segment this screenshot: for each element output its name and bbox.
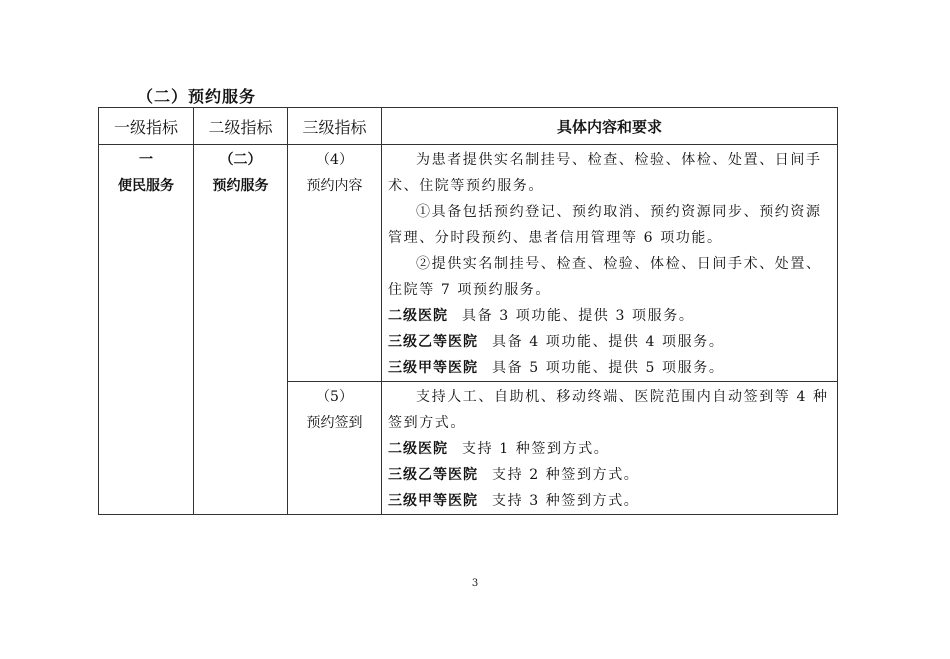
- content-paragraph: 支持人工、自助机、移动终端、医院范围内自动签到等 4 种签到方式。: [388, 389, 829, 431]
- level1-cell: [99, 145, 194, 515]
- grade-requirement: [388, 355, 833, 381]
- content-cell: [382, 382, 838, 515]
- header-level2: 二级指标: [194, 108, 288, 145]
- grade-requirement: [388, 436, 833, 462]
- level3-number: （5）: [316, 389, 353, 405]
- grade-requirement: [388, 462, 833, 488]
- grade-label: 二级医院: [388, 441, 448, 457]
- level3-name: 预约签到: [306, 415, 363, 431]
- level2-name: 预约服务: [212, 178, 269, 194]
- level1-number: 一: [139, 152, 153, 168]
- level3-name: 预约内容: [306, 178, 363, 194]
- header-level3: 三级指标: [288, 108, 382, 145]
- level1-name: 便民服务: [118, 178, 174, 194]
- grade-text: 支持 2 种签到方式。: [492, 467, 640, 483]
- level2-number: （二）: [219, 152, 262, 168]
- table-row: [99, 145, 838, 382]
- content-paragraph: 为患者提供实名制挂号、检查、检验、体检、处置、日间手术、住院等预约服务。: [388, 152, 822, 194]
- level3-number: （4）: [316, 152, 353, 168]
- level3-cell: [288, 145, 382, 382]
- content-paragraph: ②提供实名制挂号、检查、检验、体检、日间手术、处置、住院等 7 项预约服务。: [388, 256, 822, 298]
- grade-text: 支持 3 种签到方式。: [492, 493, 640, 509]
- grade-label: 三级乙等医院: [388, 334, 478, 350]
- grade-text: 支持 1 种签到方式。: [462, 441, 610, 457]
- grade-label: 二级医院: [388, 308, 448, 324]
- level3-cell: [288, 382, 382, 515]
- grade-label: 三级甲等医院: [388, 493, 478, 509]
- grade-text: 具备 4 项功能、提供 4 项服务。: [492, 334, 725, 350]
- page-number: 3: [471, 578, 479, 589]
- section-title: （二）预约服务: [137, 87, 257, 106]
- grade-requirement: [388, 329, 833, 355]
- content-cell: [382, 145, 838, 382]
- grade-requirement: [388, 303, 833, 329]
- table-header-row: [99, 108, 838, 145]
- grade-label: 三级乙等医院: [388, 467, 478, 483]
- header-level1: 一级指标: [99, 108, 194, 145]
- grade-requirement: [388, 488, 833, 514]
- content-paragraph: ①具备包括预约登记、预约取消、预约资源同步、预约资源管理、分时段预约、患者信用管理等 6 项功能。: [388, 204, 822, 246]
- indicator-table: [98, 107, 838, 515]
- grade-label: 三级甲等医院: [388, 360, 478, 376]
- header-content: 具体内容和要求: [382, 108, 838, 145]
- level2-cell: [194, 145, 288, 515]
- grade-text: 具备 3 项功能、提供 3 项服务。: [462, 308, 695, 324]
- grade-text: 具备 5 项功能、提供 5 项服务。: [492, 360, 725, 376]
